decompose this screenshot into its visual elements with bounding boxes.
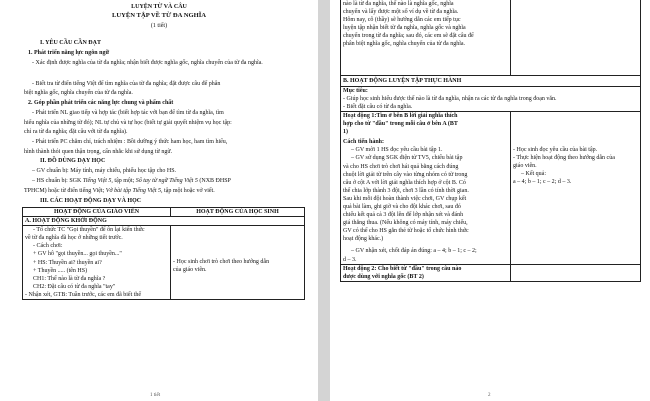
teacher-line: thể chia lớp thành 3 đội, chơi 3 lần có tính thời gian. xyxy=(343,187,469,194)
document-page-2 xyxy=(330,0,650,401)
teacher-line: CH2: Đặt câu có từ đa nghĩa "tay" xyxy=(33,283,116,290)
page-number: 1 tiết xyxy=(150,393,161,398)
teacher-line: chiếu kết quả cả 3 đội lên để lớp nhận xét và đánh xyxy=(343,212,464,219)
objectives-row xyxy=(341,86,641,111)
objective-line: - Biết đặt câu có từ đa nghĩa. xyxy=(343,103,413,110)
section-materials-heading: II. ĐỒ DÙNG DẠY HỌC xyxy=(40,158,106,164)
teacher-line: chuyển và lấy được một số ví dụ về từ đa nghĩa. xyxy=(343,9,459,16)
objectives-cell xyxy=(341,86,641,111)
requirement-paragraph-2a: - Biết tra từ điển tiếng Việt để tìm nghĩa của từ đa nghĩa; đặt được câu để phân xyxy=(32,81,221,87)
teacher-line: + GV hô "gọi thuyền... gọi thuyền..." xyxy=(33,251,122,258)
teacher-line: và cho HS chơi trò chơi hái quả bằng cách đúng xyxy=(343,163,459,170)
teacher-line: Hôm nay, cô (thầy) sẽ hướng dẫn các em tiếp tục xyxy=(343,17,461,24)
student-column-header: HOẠT ĐỘNG CỦA HỌC SINH xyxy=(171,208,305,217)
warmup-content-row xyxy=(23,226,305,300)
teacher-line: + Thuyền ..... (tên HS) xyxy=(33,267,88,274)
objective-line: - Giúp học sinh hiểu được thế nào là từ đa nghĩa, nhận ra các từ đa nghĩa trong đoạn văn. xyxy=(343,95,557,102)
teacher-line: – GV nhận xét, chốt đáp án đúng: a – 4; b – 1; c – 2; xyxy=(351,248,477,255)
requirement-paragraph-1: - Xác định được nghĩa của từ đa nghĩa; nhận biết được nghĩa gốc, nghĩa chuyển của từ đa nghĩa. xyxy=(32,60,263,66)
teacher-line: Sau khi mỗi đội hoàn thành việc chơi, GV chụp kết xyxy=(343,195,467,202)
teacher-line: - Tổ chức TC "Gọi thuyền" để ôn lại kiến thức xyxy=(33,227,145,234)
table-header-row xyxy=(23,208,305,217)
teacher-materials: – GV chuẩn bị: Máy tính, máy chiếu, phiếu học tập cho HS. xyxy=(32,168,177,174)
practice-title-row xyxy=(341,75,641,86)
competence-paragraph-1b: hiểu nghĩa của những từ đó); NL tự chủ và tự học (biết tự giải quyết nhiệm vụ học tập: xyxy=(24,120,232,126)
teacher-line: GV có thể cho HS gắn thẻ từ hoặc tổ chức hình thức xyxy=(343,228,469,235)
section-activities-heading: III. CÁC HOẠT ĐỘNG DẠY VÀ HỌC xyxy=(40,198,142,204)
student-line: - Học sinh chơi trò chơi theo hướng dẫn xyxy=(173,259,270,266)
teacher-line: + HS: Thuyền ai? thuyền ai? xyxy=(33,259,102,266)
student-intro-cell xyxy=(511,0,641,75)
teacher-line: chuyển trong từ đa nghĩa; sau đó, các em sẽ đặt câu để xyxy=(343,33,474,40)
competence-paragraph-1c: chỉ ra từ đa nghĩa; đặt câu với từ đa nghĩa). xyxy=(24,129,128,135)
teacher-line: - Nhận xét, GTB: Tuần trước, các em đã biết thế xyxy=(25,291,142,298)
requirement-paragraph-2b: biệt nghĩa gốc, nghĩa chuyển của từ đa nghĩa. xyxy=(24,90,133,96)
teacher-line: luyện tập nhận biết từ đa nghĩa, nghĩa gốc và nghĩa xyxy=(343,25,466,32)
teacher-line: hoạt động khác.) xyxy=(343,236,384,243)
lesson-subject-title: LUYỆN TỪ VÀ CÂU xyxy=(131,4,187,10)
activity-2-title: Hoạt động 2: Cho biết từ "đầu" trong câu nào xyxy=(343,265,462,272)
teacher-line: phân biệt nghĩa gốc, nghĩa chuyển của từ đa nghĩa. xyxy=(343,41,466,48)
student-materials-line-2: TPHCM) hoặc từ điển tiếng Việt; Vở bài tập Tiếng Việt 5, tập một hoặc vở viết. xyxy=(24,188,215,194)
student-line: – Kết quả: xyxy=(521,171,546,178)
warmup-activity-title: A. HOẠT ĐỘNG KHỞI ĐỘNG xyxy=(23,217,305,226)
teacher-line: d – 3. xyxy=(343,256,357,263)
page-number: 2 xyxy=(488,393,491,398)
teacher-line: CH1: Thế nào là từ đa nghĩa ? xyxy=(33,275,106,282)
warmup-title-row xyxy=(23,217,305,226)
subsection-competence-heading: 2. Góp phần phát triển các năng lực chung và phẩm chất xyxy=(28,100,174,106)
teacher-warmup-cell xyxy=(23,226,171,300)
student-line: của giáo viên. xyxy=(173,267,207,274)
activities-table-continued xyxy=(340,0,641,282)
activity-2-row xyxy=(341,264,641,281)
competence-paragraph-2b: hình thành thói quen thận trọng, cẩn nhắc khi sử dụng từ ngữ. xyxy=(24,149,173,155)
activity-1-row xyxy=(341,111,641,264)
teacher-line: – GV sử dụng SGK điện tử TV5, chiếu bài tập xyxy=(351,155,463,162)
student-warmup-cell xyxy=(171,226,305,300)
teacher-line: – GV mời 1 HS đọc yêu cầu bài tập 1. xyxy=(351,147,443,154)
competence-paragraph-2a: - Phát triển PC chăm chỉ, trách nhiệm : Bồi dưỡng ý thức ham học, ham tìm hiểu, xyxy=(32,139,228,145)
section-requirements-heading: I. YÊU CẦU CẦN ĐẠT xyxy=(40,40,101,46)
teacher-activity-2-cell xyxy=(341,264,511,281)
lesson-title: LUYỆN TẬP VỀ TỪ ĐA NGHĨA xyxy=(111,12,207,19)
student-activity-2-cell xyxy=(511,264,641,281)
student-line: - Học sinh đọc yêu cầu của bài tập. xyxy=(513,146,598,153)
teacher-line: quả bài làm, ghi giờ và cho đội khác chơi, sau đó xyxy=(343,203,461,210)
teacher-line: câu ở cột A với lời giải nghĩa thích hợp ở cột B. Có xyxy=(343,179,466,186)
activity-2-title: được dùng với nghĩa gốc (BT 2) xyxy=(343,273,424,280)
student-line: giáo viên. xyxy=(513,163,537,170)
teacher-line: giá thắng thua. (Nếu không có máy tính, máy chiếu, xyxy=(343,220,468,227)
activity-1-title: 1) xyxy=(343,129,348,136)
lesson-duration: (1 tiết) xyxy=(150,23,168,29)
procedure-heading: Cách tiến hành: xyxy=(343,139,385,146)
student-line: - Thực hiện hoạt động theo hướng dẫn của xyxy=(513,155,615,162)
activity-1-title: hợp cho từ "đầu" trong mỗi câu ở bên A (BT xyxy=(343,121,458,128)
teacher-column-header: HOẠT ĐỘNG CỦA GIÁO VIÊN xyxy=(23,208,171,217)
intro-continuation-row xyxy=(341,0,641,75)
activities-table xyxy=(22,207,305,300)
teacher-line: nào là từ đa nghĩa, thế nào là nghĩa gốc, nghĩa xyxy=(343,1,454,7)
teacher-activity-1-cell xyxy=(341,111,511,264)
teacher-line: về từ đa nghĩa đã học ở những tiết trước. xyxy=(25,235,123,242)
activity-1-title: Hoạt động 1:Tìm ở bên B lời giải nghĩa thích xyxy=(343,112,458,119)
competence-paragraph-1a: - Phát triển NL giao tiếp và hợp tác (biết hợp tác với bạn để tìm từ đa nghĩa, tìm xyxy=(32,110,224,116)
subsection-language-heading: 1. Phát triển năng lực ngôn ngữ xyxy=(28,50,110,56)
teacher-intro-cell xyxy=(341,0,511,75)
document-page-1 xyxy=(0,0,318,401)
student-materials-line-1: – HS chuẩn bị: SGK Tiếng Việt 5, tập một; Sổ tay từ ngữ Tiếng Việt 5 (NXB ĐHSP xyxy=(32,178,231,184)
objectives-heading: Mục tiêu: xyxy=(343,87,368,94)
practice-activity-title: B. HOẠT ĐỘNG LUYỆN TẬP THỰC HÀNH xyxy=(341,75,641,86)
teacher-line: chuột lời giải từ trên cây vào từng nhóm có từ trong xyxy=(343,171,468,178)
student-activity-1-cell xyxy=(511,111,641,264)
teacher-line: - Cách chơi: xyxy=(33,243,63,250)
student-line: a – 4; b – 1; c – 2; d – 3. xyxy=(513,179,572,186)
